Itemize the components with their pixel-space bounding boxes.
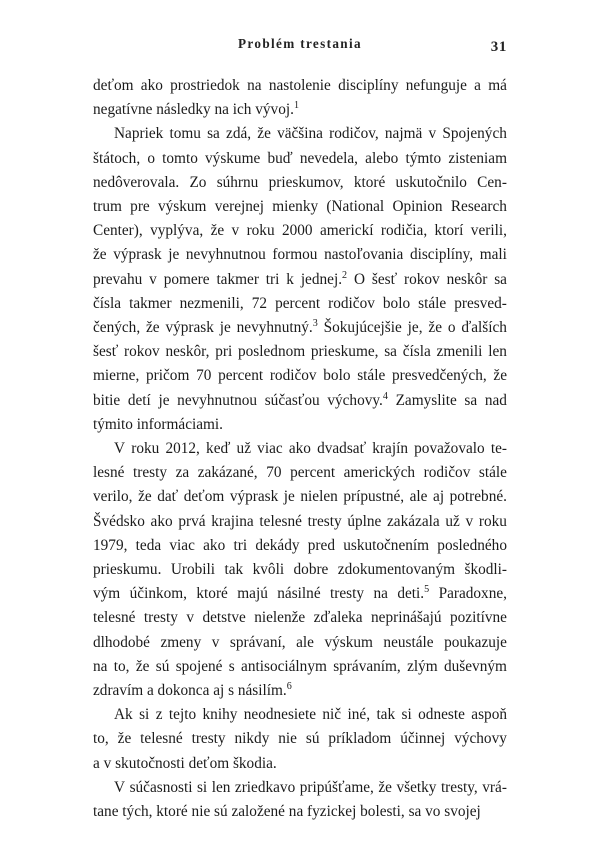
text-line: to, že telesné tresty nikdy nie sú príkladom účinnej výchovy — [93, 730, 507, 748]
text-line: mierne, pričom 70 percent rodičov bolo stále presvedčených, že — [93, 367, 507, 385]
text-line: Napriek tomu sa zdá, že väčšina rodičov, najmä v Spojených — [114, 125, 507, 143]
text-line: 1979, teda viac ako tri dekády pred uskutočnením posledného — [93, 536, 507, 554]
text-line: V súčasnosti si len zriedkavo pripúšťame, že všetky tresty, vrá- — [114, 778, 507, 796]
text-line: V roku 2012, keď už viac ako dvadsať krajín považovalo te- — [114, 440, 507, 458]
text-line: deťom ako prostriedok na nastolenie disciplíny nefunguje a má — [93, 77, 507, 94]
page-number: 31 — [490, 39, 507, 55]
body-text-block — [93, 74, 507, 824]
text-line: Ak si z tejto knihy neodnesiete nič iné, tak si odneste aspoň — [114, 706, 507, 724]
text-line: štátoch, o tomto výskume buď nevedela, alebo týmto zisteniam — [93, 149, 507, 167]
text-line: čených, že výprask je nevyhnutný.$^3$ Šokujúcejšie je, že o ďalších — [93, 317, 507, 337]
footnote-marker-1: 1 — [293, 100, 299, 112]
running-head — [93, 36, 507, 58]
text-line: trum pre výskum verejnej mienky (National Opinion Research — [93, 198, 507, 216]
text-line: telesné tresty v detstve nielenže zďaleka neprinášajú pozitívne — [93, 609, 507, 627]
text-line: lesné tresty za zakázané, 70 percent amerických rodičov stále — [93, 464, 507, 482]
footnote-marker-2: 2 — [342, 269, 348, 281]
text-line: prieskumu. Urobili tak kvôli dobre zdokumentovaným škodli- — [93, 561, 507, 579]
text-line: čísla takmer nezmenili, 72 percent rodičov bolo stále presved- — [93, 294, 507, 312]
paragraph — [93, 74, 507, 122]
text-line: šesť rokov neskôr, pri poslednom prieskume, sa čísla zmenili len — [93, 343, 507, 361]
text-line: prevahu v pomere takmer tri k jednej.$^2$ O šesť rokov neskôr sa — [93, 269, 507, 288]
text-line: týmito informáciami. — [93, 415, 223, 433]
text-line: na to, že sú spojené s antisociálnym správaním, zlým duševným — [93, 657, 507, 675]
running-head-title: Problém trestania — [238, 36, 362, 51]
text-line: negatívne následky na ich vývoj.$^1$ — [93, 100, 299, 119]
footnote-marker-4: 4 — [382, 390, 388, 402]
paragraph — [93, 703, 507, 776]
text-line: Center), vyplýva, že v roku 2000 americkí rodičia, ktorí verili, — [93, 222, 507, 240]
text-line: zdravím a dokonca aj s násilím.$^6$ — [93, 680, 292, 700]
text-line: vým účinkom, ktoré majú násilné tresty na deti.$^5$ Paradoxne, — [93, 584, 507, 603]
paragraph — [93, 437, 507, 703]
paragraph — [93, 122, 507, 437]
text-line: dlhodobé zmeny v správaní, ale výskum neustále poukazuje — [93, 633, 507, 651]
text-line: že výprask je nevyhnutnou formou nastoľovania disciplíny, mali — [93, 246, 507, 264]
text-line: bitie detí je nevyhnutnou súčasťou výchovy.$^4$ Zamyslite sa nad — [93, 390, 507, 409]
text-line: tane tých, ktoré nie sú založené na fyzickej bolesti, sa vo svojej — [93, 803, 481, 821]
footnote-marker-5: 5 — [424, 584, 430, 596]
footnote-marker-3: 3 — [312, 317, 318, 329]
text-line: verilo, že dať deťom výprask je nielen prípustné, ale aj potrebné. — [93, 488, 507, 506]
paragraph — [93, 776, 507, 824]
footnote-marker-6: 6 — [286, 680, 292, 692]
text-line: Švédsko ako prvá krajina telesné tresty úplne zakázala už v roku — [93, 512, 507, 530]
text-line: a v skutočnosti deťom škodia. — [93, 754, 277, 772]
text-line: nedôverovala. Zo súhrnu prieskumov, ktoré uskutočnilo Cen- — [93, 173, 507, 191]
